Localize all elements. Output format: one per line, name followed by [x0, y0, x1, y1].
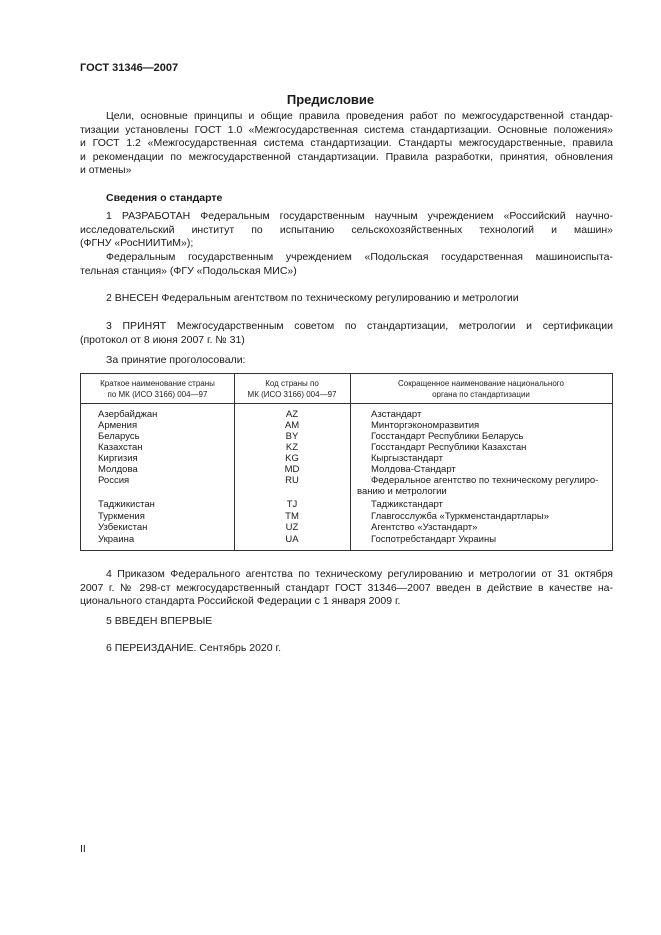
header-code: Код страны по МК (ИСО 3166) 004—97: [234, 374, 350, 404]
item-1: [80, 210, 613, 251]
item-6-line: 6 ПЕРЕИЗДАНИЕ. Сентябрь 2020 г.: [106, 642, 281, 654]
cell-code: UZ: [285, 522, 299, 533]
cell-country: Узбекистан: [98, 522, 148, 533]
cell-organization: Госпотребстандарт Украины: [371, 534, 497, 545]
cell-organization: Федеральное агентство по техническому регулиро-: [371, 475, 599, 486]
intro-line: и отмены»: [80, 164, 132, 177]
item-1b: [80, 251, 613, 278]
cell-organization-continued: ванию и метрологии: [357, 486, 447, 497]
item-4-line: 4 Приказом Федерального агентства по техническому регулированию и метрологии от 31 октября: [106, 568, 613, 580]
cell-code: TJ: [286, 499, 298, 510]
cell-code: BY: [285, 431, 299, 442]
cell-country: Россия: [98, 475, 130, 486]
cell-country: Армения: [98, 420, 138, 431]
cell-code: RU: [285, 475, 299, 486]
cell-organization: Госстандарт Республики Казахстан: [371, 442, 527, 453]
cell-country: Киргизия: [98, 453, 138, 464]
cell-organization: Молдова-Стандарт: [371, 464, 456, 475]
item-2: [80, 292, 613, 306]
cell-organization: Таджикстандарт: [371, 499, 443, 510]
cell-country: Украина: [98, 534, 135, 545]
item-1b-line: тельная станция» (ФГУ «Подольская МИС»): [80, 264, 297, 277]
item-4-line: 2007 г. № 298-ст межгосударственный стандарт ГОСТ 31346—2007 введен в действие в качестве на-: [80, 581, 613, 594]
vote-intro-line: За принятие проголосовали:: [106, 354, 246, 366]
item-5: [80, 615, 613, 629]
cell-country: Казахстан: [98, 442, 143, 453]
item-1-line: исследовательский институт по испытанию сельскохозяйственных технологий и машин»: [80, 223, 613, 236]
intro-paragraph: [80, 110, 613, 178]
item-2-line: 2 ВНЕСЕН Федеральным агентством по техническому регулированию и метрологии: [106, 292, 519, 304]
cell-code: TM: [285, 511, 299, 522]
item-3-line: (протокол от 8 июня 2007 г. № 31): [80, 333, 245, 346]
cell-country: Беларусь: [98, 431, 140, 442]
cell-code: AZ: [285, 409, 299, 420]
document-id: ГОСТ 31346—2007: [80, 62, 179, 74]
item-3-line: 3 ПРИНЯТ Межгосударственным советом по стандартизации, метрологии и сертификации: [106, 320, 613, 332]
item-1-line: 1 РАЗРАБОТАН Федеральным государственным научным учреждением «Российский научно-: [106, 210, 613, 222]
cell-country: Таджикистан: [98, 499, 155, 510]
item-3: [80, 320, 613, 347]
item-4-line: ционального стандарта Российской Федерации с 1 января 2009 г.: [80, 595, 401, 608]
vote-intro: [80, 354, 613, 368]
intro-line: тизации установлены ГОСТ 1.0 «Межгосударственная система стандартизации. Основные положения»: [80, 123, 613, 136]
cell-country: Молдова: [98, 464, 138, 475]
cell-code: KZ: [285, 442, 299, 453]
intro-line: и ГОСТ 1.2 «Межгосударственная система стандартизации. Стандарты межгосударственные, правила: [80, 137, 613, 150]
voting-table: [80, 373, 613, 551]
cell-code: KG: [285, 453, 299, 464]
cell-organization: Кыргызстандарт: [371, 453, 443, 464]
header-organization: Сокращенное наименование национального органа по стандартизации: [350, 374, 612, 404]
section-subtitle: Сведения о стандарте: [106, 192, 223, 204]
cell-country: Азербайджан: [98, 409, 158, 420]
cell-organization: Азстандарт: [371, 409, 422, 420]
cell-organization: Минторгэкономразвития: [371, 420, 480, 431]
cell-code: MD: [284, 464, 300, 475]
cell-code: UA: [285, 534, 299, 545]
intro-line: Цели, основные принципы и общие правила проведения работ по межгосударственной стандар-: [106, 110, 613, 122]
cell-organization: Главгосслужба «Туркменстандартлары»: [371, 511, 550, 522]
page-title: Предисловие: [286, 92, 375, 107]
page-number: II: [80, 843, 86, 855]
item-4: [80, 568, 613, 609]
item-6: [80, 642, 613, 656]
cell-code: AM: [284, 420, 300, 431]
item-5-line: 5 ВВЕДЕН ВПЕРВЫЕ: [106, 615, 213, 627]
cell-country: Туркмения: [98, 511, 145, 522]
item-1b-line: Федеральным государственным учреждением «Подольская государственная машиноиспыта-: [106, 251, 613, 263]
cell-organization: Госстандарт Республики Беларусь: [371, 431, 524, 442]
cell-organization: Агентство «Узстандарт»: [371, 522, 478, 533]
intro-line: и рекомендации по межгосударственной стандартизации. Правила разработки, принятия, обновления: [80, 150, 613, 163]
header-country: Краткое наименование страны по МК (ИСО 3166) 004—97: [81, 374, 234, 404]
item-1-line: (ФГНУ «РосНИИТиМ»);: [80, 237, 194, 250]
